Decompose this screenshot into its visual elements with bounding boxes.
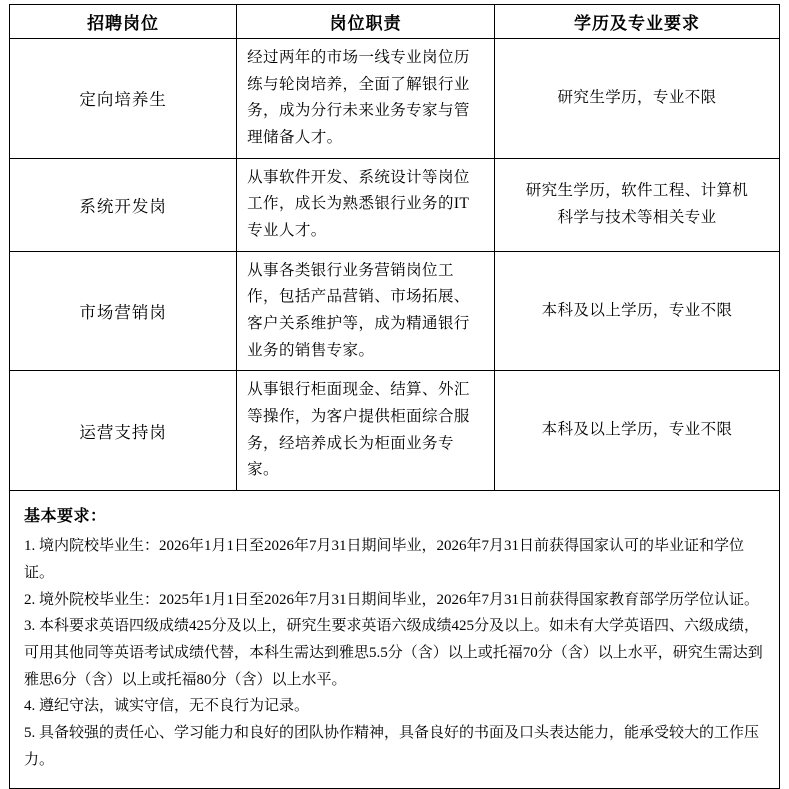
cell-duty: 从事软件开发、系统设计等岗位工作，成长为熟悉银行业务的IT专业人才。	[237, 158, 495, 251]
cell-duty: 从事各类银行业务营销岗位工作，包括产品营销、市场拓展、客户关系维护等，成为精通银行业务的销售专家。	[237, 251, 495, 371]
requirement-line: 科学与技术等相关专业	[557, 208, 717, 226]
cell-requirement: 本科及以上学历，专业不限	[495, 371, 780, 491]
requirement-line: 研究生学历，软件工程、计算机	[525, 181, 749, 199]
basic-requirements-title: 基本要求：	[24, 507, 107, 525]
column-header-post: 招聘岗位	[10, 5, 237, 39]
cell-duty: 经过两年的市场一线专业岗位历练与轮岗培养，全面了解银行业务，成为分行未来业务专家与管理储备人才。	[237, 39, 495, 159]
recruitment-table	[9, 4, 780, 491]
table-row	[10, 251, 780, 371]
table-header-row	[10, 5, 780, 39]
requirement-note: 4. 遵纪守法，诚实守信，无不良行为记录。	[24, 698, 310, 715]
cell-post: 系统开发岗	[10, 158, 237, 251]
requirement-note: 2. 境外院校毕业生：2025年1月1日至2026年7月31日期间毕业，2026年7月31日前获得国家教育部学历学位认证。	[24, 591, 760, 608]
requirement-note: 1. 境内院校毕业生：2026年1月1日至2026年7月31日期间毕业，2026年7月31日前获得国家认可的毕业证和学位证。	[24, 538, 745, 581]
cell-post: 定向培养生	[10, 39, 237, 159]
cell-post: 运营支持岗	[10, 371, 237, 491]
table-row	[10, 39, 780, 159]
requirement-note: 3. 本科要求英语四级成绩425分及以上，研究生要求英语六级成绩425分及以上。如未有大学英语四、六级成绩，可用其他同等英语考试成绩代替，本科生需达到雅思5.5分（含）以上或托福70分（含）以上水平，研究生需达到雅思6分（含）以上或托福80分（含）以上水平。	[24, 618, 763, 688]
cell-requirement: 研究生学历，专业不限	[495, 39, 780, 159]
table-row	[10, 371, 780, 491]
requirement-note: 5. 具备较强的责任心、学习能力和良好的团队协作精神，具备良好的书面及口头表达能力，能承受较大的工作压力。	[24, 725, 760, 768]
table-row	[10, 158, 780, 251]
cell-requirement	[495, 158, 780, 251]
document-page	[0, 4, 789, 785]
column-header-requirement: 学历及专业要求	[495, 5, 780, 39]
table-header	[10, 5, 780, 39]
cell-requirement: 本科及以上学历，专业不限	[495, 251, 780, 371]
basic-requirements-section	[9, 491, 780, 789]
column-header-duty: 岗位职责	[237, 5, 495, 39]
cell-post: 市场营销岗	[10, 251, 237, 371]
cell-duty: 从事银行柜面现金、结算、外汇等操作，为客户提供柜面综合服务，经培养成长为柜面业务专家。	[237, 371, 495, 491]
table-body	[10, 39, 780, 491]
